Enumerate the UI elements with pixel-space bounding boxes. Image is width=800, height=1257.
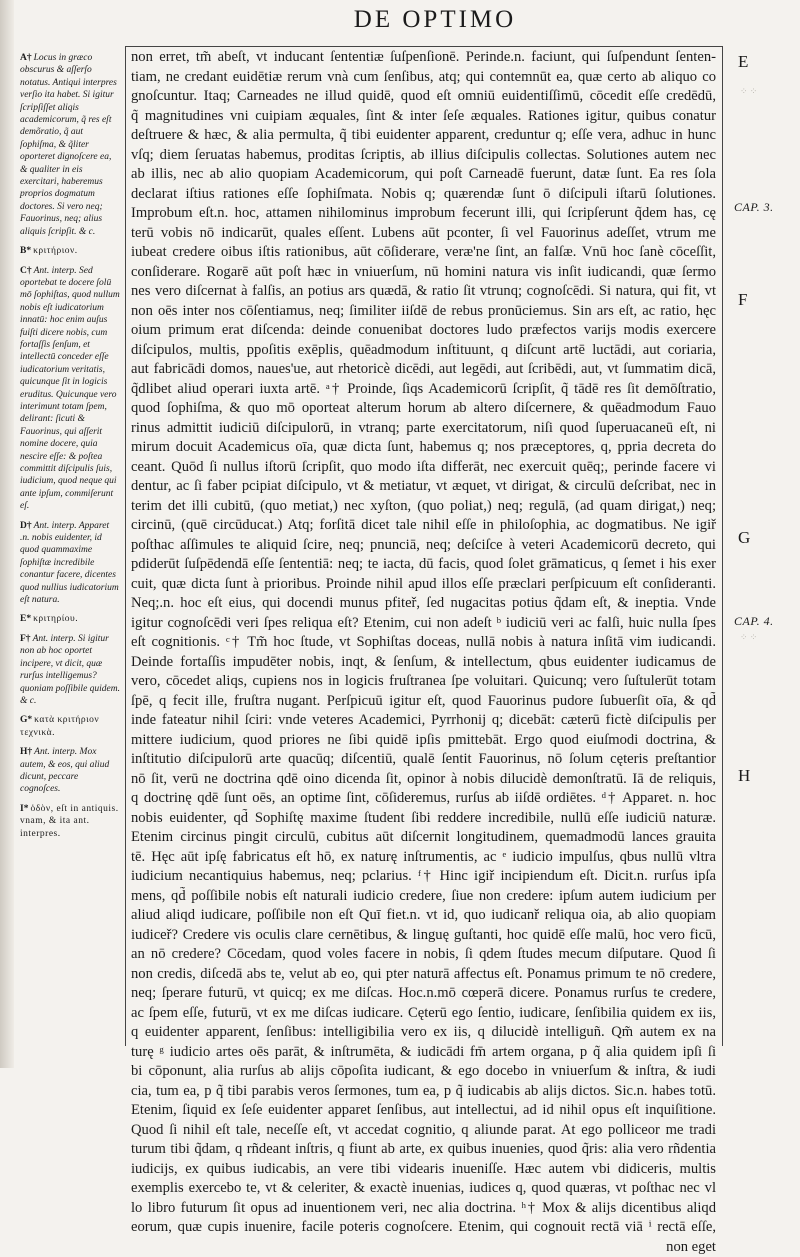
text-line: bi cōponunt, alia rurſus ab alijs cōpoſita iudicant, & ego docebo in vniuerſum & inſtra, & iudi xyxy=(131,1062,716,1082)
note-text: κριτήριον. xyxy=(33,246,78,256)
note-text: κριτηρίου. xyxy=(33,614,78,624)
text-line: nes vero diſcernat à falſis, an potius ars quædā, & ratio ſit vtrunq; cognoſcēdi. Si natura, qui fit, vt xyxy=(131,282,716,302)
chapter-marker-4: CAP. 4. xyxy=(734,614,774,629)
text-line: turę ᵍ iudicio artes oēs parāt, & inſtrumēta, & iudicādi fm̄ artem organa, p q̃ alia quidem ipſi ſi xyxy=(131,1043,716,1063)
right-margin-column xyxy=(726,48,800,1048)
text-line: poſthac aſſimules te aliquid ſcire, neq; pnunciā, neq; deſciſce à veteri Academicorū decreto, qui xyxy=(131,536,716,556)
text-line: diſcipulos, multis, ppoſitis exēplis, quēadmodum inſtituunt, q diſcunt artē luctādi, aut coriaria, xyxy=(131,341,716,361)
text-line: mens, qd̃ poſſibile nobis eſt naturali iudicio credere, ſiue non credere: ipſum autem iudicium per xyxy=(131,887,716,907)
text-line: vſq; diem ſeruatas habemus, proditas ſcriptis, ab illius diſcipulis collectas. Solutiones autem nec xyxy=(131,146,716,166)
text-line: q̃ magnitudines vni cuipiam æquales, ſint & inter ſeſe æquales. Rationes igitur, quibus conatur xyxy=(131,107,716,127)
text-line: an nō credere? Cōcedam, quod voles facere in nobis, ſi qdem ſtudes mecum diſputare. Quod ſi xyxy=(131,945,716,965)
note-text: κατὰ κριτήριον τεχνικὰ. xyxy=(20,715,99,737)
text-line: iudiceř? Credere vis oculis clare cernētibus, & linguę guſtanti, hoc quidē eſſe malū, hoc vero ficū, xyxy=(131,926,716,946)
note-text: Ant. interp. Mox autem, & eos, qui aliud dicunt, peccare cognoſces. xyxy=(20,747,109,794)
text-line: iubeat credere oibus iſtis rationibus, aūt cōſiderare, veræ'ne ſint, an falſæ. Vnū hoc ſanè cōceſſit, xyxy=(131,243,716,263)
marginal-note xyxy=(20,52,120,238)
note-text: Locus in græco obscurus & aſſerſo notatus. Antiqui interpres verſio ita habet. Si igitur ſcripſiſſet aliqis academicorum, q̃ res eſt demõratio, q̃ aut ſophiſma, & q̃liter oporteret dignoſcere ea, & qualiter in eis exercitari, haberemus proprios dogmatum doctores. Si vero neq; Fauorinus, neq; alius aliquis ſcripſit. & c. xyxy=(20,53,117,237)
text-line: pdiderūt ſuſpēdendā eſſe ſententiā: neq; te iacta, dū facis, quod ſolet grāmaticus, q ſemet i his exer xyxy=(131,555,716,575)
top-rule xyxy=(126,46,722,47)
section-letter-h: H xyxy=(738,766,750,786)
text-line: non erret, tm̃ abeſt, vt inducant ſententiæ ſuſpenſionē. Perinde.n. faciunt, qui ſuſpendunt ſenten- xyxy=(131,48,716,68)
text-line: neq; ſperare futurū, vt quicq; ex me diſcas. Hoc.n.mō cœperā dicere. Ponamus rurſus te credere, xyxy=(131,984,716,1004)
note-text: Ant. interp. Apparet .n. nobis euidenter, id quod quammaxime ſophiſtæ incredibile conantur facere, dicentes quod nullius iudicatorium eſt natura. xyxy=(20,521,119,605)
text-line: iudicijs, ex quibus iudicabis, an vere tibi videaris inueniſſe. Hæc autem vbi didiceris, multis xyxy=(131,1160,716,1180)
text-line: cia, tum ea, p q̃ tibi parabis veros ſermones, tum ea, p q̃ iudicabis ab alijs dictos. Sic.n. habes totū. xyxy=(131,1082,716,1102)
text-line: Improbum eſt.n. hoc, attamen nihilominus improbum fecerunt illi, qui ſcripſerunt q̃dem has, cę xyxy=(131,204,716,224)
marginal-note xyxy=(20,714,120,739)
note-key: E* xyxy=(20,614,31,624)
page-edge xyxy=(0,0,14,1068)
marginal-note xyxy=(20,520,120,607)
section-letter-g: G xyxy=(738,528,750,548)
text-line: vero, cōcedet aliqs, cupiens nos in logicis fruſtranea ſpe voluitari. Quicunq; vero ſuſtulerūt totam xyxy=(131,672,716,692)
text-line: inſtitutio diſcipulorū arte quacūq; diſcentiū, qualē ſentit Fauorinus, nō ſolum cęteris preſtantior xyxy=(131,750,716,770)
text-line: ac ſpem eſſe, futurū, vt ex me diſcas iudicare. Cęterū ego ſentio, iudicare, ſenſibilia quidem ex iis, xyxy=(131,1004,716,1024)
text-line: circinū, (quē circūducat.) Atq; forſitā dicet tale nihil eſſe in philoſophia, ac dogmatibus. Ne igiř xyxy=(131,516,716,536)
text-line: ſpē, q fecit ille, fruſtra nugant. Perſpicuū igitur eſt, quod Fauorinus pudore ſubuerſit oīa, & qd̃ xyxy=(131,692,716,712)
right-column-rule xyxy=(722,46,723,1046)
marginal-note xyxy=(20,265,120,513)
text-line: q̃dlibet aliud operari iuxta artē. ᵃ† Proinde, ſiqs Academicorū ſcripſit, q̃ tādē res ſit demōſtratio, xyxy=(131,380,716,400)
text-line: tiam, ne credant euidētiæ rerum vnà cum ſenſibus, atq; qui contemnūt ea, quæ certo ab aliquo co xyxy=(131,68,716,88)
catchword: non eget xyxy=(131,1238,716,1257)
marginal-notes-column xyxy=(20,52,120,847)
text-line: q doctrinę qdē ſunt oēs, an optime ſint, cōſideremus, rurſus ab iiſdē ordiētes. ᵈ† Apparet. n. hoc xyxy=(131,789,716,809)
text-line: terū vobis nō indicarūt, quales eſſent. Lubens aūt pconter, ſi vel Fauorinus adeſſet, vtrum me xyxy=(131,224,716,244)
text-line: cuit, quæ dicta ſunt à prioribus. Proinde nihil apud illos eſſe præclari perſpicuum eſt conſideranti. xyxy=(131,575,716,595)
text-line: exemplis exercebo te, vt & celeriter, & exactè inuenias, iudices q, quod quæras, vt poſthac nec vl xyxy=(131,1179,716,1199)
text-line: Deinde fortaſſis impudēter nobis, inqt, & ſenſum, & intellectum, qbus euidenter iudicamus de xyxy=(131,653,716,673)
text-line: nō ſit, verū ne doctrina qdē oino dicenda ſit, opinor à nobis dilucidè demonſtratū. Iā de reliquis, xyxy=(131,770,716,790)
text-line: mirum docuit Academicus oīa, quæ dicta ſunt, habemus q; nos præceptores, q, ppria decreta do xyxy=(131,438,716,458)
section-letter-e: E xyxy=(738,52,748,72)
note-key: A† xyxy=(20,53,32,63)
section-letter-f: F xyxy=(738,290,747,310)
text-line: aut fabricādi domos, naues'ue, aut rhetoricè dicēdi, aut legēdi, aut ſcribēdi, aut, vt ſummatim dicā, xyxy=(131,360,716,380)
note-key: G* xyxy=(20,715,32,725)
faint-mark: ⁘ ⁘ xyxy=(740,632,757,643)
main-text-block xyxy=(131,48,716,1257)
faint-mark: ⁘ ⁘ xyxy=(740,86,757,97)
text-line: deſtruere & hæc, & alia permulta, q̃ tibi euidenter apparent, creduntur q; eſſe vera, adhuc in hunc xyxy=(131,126,716,146)
text-line: mittere iudicium, quod priores ne ſibi quidē ipſis pmittebāt. Ergo quod eiuſmodi doctrina, & xyxy=(131,731,716,751)
text-line: Etenim, ſiquid ex ſeſe euidenter apparet ſenſibus, aut intellectui, ad id nihil opus eſt inquiſitione. xyxy=(131,1101,716,1121)
running-header xyxy=(0,6,800,42)
text-line: inde fateatur nihil ſciri: vnde veteres Academici, Pyrrhonij q; dicebāt: cæterū fictè diſcipulis per xyxy=(131,711,716,731)
text-line: oium primum erat diſcenda: deinde conuenibat doctores ludo præfectos varijs modis exercere xyxy=(131,321,716,341)
note-key: H† xyxy=(20,747,32,757)
text-line: Quod ſi nihil eſt tale, neceſſe eſt, vt accedat cognitio, q aliunde parat. At ego polliceor me tradi xyxy=(131,1121,716,1141)
text-line: conſiderare. Rogarē aūt poſt hæc in vniuerſum, nū homini natura vis inſit iudicandi, quæ ſermo xyxy=(131,263,716,283)
text-line: turum tibi q̃dam, q rñdeant inſtris, q fiunt ab arte, ex quibus inuenies, quod q̃ris: alia vero rñdentia xyxy=(131,1140,716,1160)
note-text: ὁδὸν, eſt in antiquis. vnam, & ita ant. interpres. xyxy=(20,804,119,839)
marginal-note xyxy=(20,633,120,707)
note-key: B* xyxy=(20,246,31,256)
text-line: eorum, quæ cupis inuenire, facile poteris cognoſcere. Etenim, qui cognouit rectā viā ⁱ rectā eſſe, xyxy=(131,1218,716,1238)
marginal-note xyxy=(20,803,120,840)
text-line: gnoſcuntur. Itaq; Carneades ne illud quidē, quod eſt omniū euidentiſſimū, cōcedit eſſe credēdū, xyxy=(131,87,716,107)
note-key: I* xyxy=(20,804,28,814)
note-key: D† xyxy=(20,521,32,531)
page-title: DE OPTIMO xyxy=(354,6,516,34)
text-line: non credis, diſcedā abs te, velut ab eo, qui pter naturā affectus eſt. Ponamus primum te nō credere, xyxy=(131,965,716,985)
text-line: igitur cognoſcēdi veri ſpes reliqua eſt? Etenim, cui non adeſt ᵇ iudiciū veri ac falſi, huic nulla ſpes xyxy=(131,614,716,634)
marginal-note xyxy=(20,613,120,625)
text-line: Neq;.n. hoc eſt eius, qui docendi munus pfiteř, ſed nugacitas potius q̃dam eſt, & ineptia. Vnde xyxy=(131,594,716,614)
chapter-marker-3: CAP. 3. xyxy=(734,200,774,215)
text-line: tē. Hęc aūt ipſę fabricatus eſt hō, ex naturę inſtrumentis, ac ᵉ iudicio impulſus, qbus nullū vltra xyxy=(131,848,716,868)
text-line: dentur, ac ſi faber pcipiat diſcipulo, vt & metiatur, vt æquet, vt dirigat, & circulū deſcribat, nec in xyxy=(131,477,716,497)
text-line: nobis euidenter, qd̃ Sophiſtę maxime ſtudent ſibi reddere incredibile, nullū eſſe iudiciū naturæ. xyxy=(131,809,716,829)
text-line: ceant. Quōd ſi nullus iſtorū ſcripſit, quo modo iſta differāt, nec exercuit quēq;, perinde facere vi xyxy=(131,458,716,478)
text-line: iudicium necantiquius habemus, neq; pclarius. ᶠ† Hinc igiř incipiendum eſt. Dicit.n. rurſus ipſa xyxy=(131,867,716,887)
text-line: quod ſophiſma, & quo mō oporteat alterum horum ab altero diſcernere, & quēadmodum Fauo xyxy=(131,399,716,419)
note-text: Ant. interp. Sed oportebat te docere ſolū mō ſophiſtas, quod nullum nobis eſt iudicatorium innatū: hoc enim auſus fuiſti dicere nobis, cum fortaſſis ſenſum, et intellectū conceder eſſe iudicatorium veritatis, quicunque ſit in logicis eruditus. Quicunque vero interimunt totam ſpem, delirant: ſicuti & Fauorinus, qui aſſerit nomine docere, quia nescire eſſe: & poſtea committit diſcipulis ſuis, iudicium, quod neque qui ante ipſum, commiſerunt eſ. xyxy=(20,266,120,512)
note-key: F† xyxy=(20,634,31,644)
note-text: Ant. interp. Si igitur non ab hoc oportet incipere, vt dicit, quæ rurſus intelligemus? quoniam poſſibile quidem. & c. xyxy=(20,634,120,706)
text-line: non oēs inter nos cōſentiamus, neq; ſimiliter iiſdē de rebus pronūciemus. Sin ars eſt, ac ratio, hęc xyxy=(131,302,716,322)
left-column-rule xyxy=(125,46,126,1046)
text-line: lo libro futurum ſit opus ad inuentionem veri, nec alia doctrina. ʰ† Mox & alijs dicentibus aliqd xyxy=(131,1199,716,1219)
text-line: terim det illi cubitū, (quo metiat,) nec xyſton, (quo poliat,) neq; regulā, (ad quam dirigat,) neq; xyxy=(131,497,716,517)
text-line: q euidenter apparent, ſenſibus: intelligibilia vero ex iis, q dilucidè intelliguñ. Qm̃ autem ex na xyxy=(131,1023,716,1043)
marginal-note xyxy=(20,245,120,257)
note-key: C† xyxy=(20,266,32,276)
text-line: aliud aliqd iudicare, poſſibile non eſt Quī fiet.n. vt id, quo iudicanř reliqua oia, ab alio quopiam xyxy=(131,906,716,926)
text-line: Etenim circinus pingit circulū, cubitus aūt diſcernit longitudinem, quemadmodū lances grauita xyxy=(131,828,716,848)
text-line: declarat iſtius rationes eſſe ſophiſmata. Nobis q; quærendæ ſunt ō diſcipuli iſtarū ſolutiones. xyxy=(131,185,716,205)
text-line: eſt cognitionis. ᶜ† Tm̃ hoc ſtude, vt Sophiſtas doceas, nullā nobis à natura inſitā vim iudicandi. xyxy=(131,633,716,653)
marginal-note xyxy=(20,746,120,796)
text-line: rinus admittit iudiciū diſcipulorū, in vtranq; parte exercitatorum, niſi quod ſuperuacaneū eſt, ni xyxy=(131,419,716,439)
text-line: ab illis, nec ab alio quopiam Academicorum, qui poſt Carneadē fuerunt, datæ ſunt. Ea res ſola xyxy=(131,165,716,185)
